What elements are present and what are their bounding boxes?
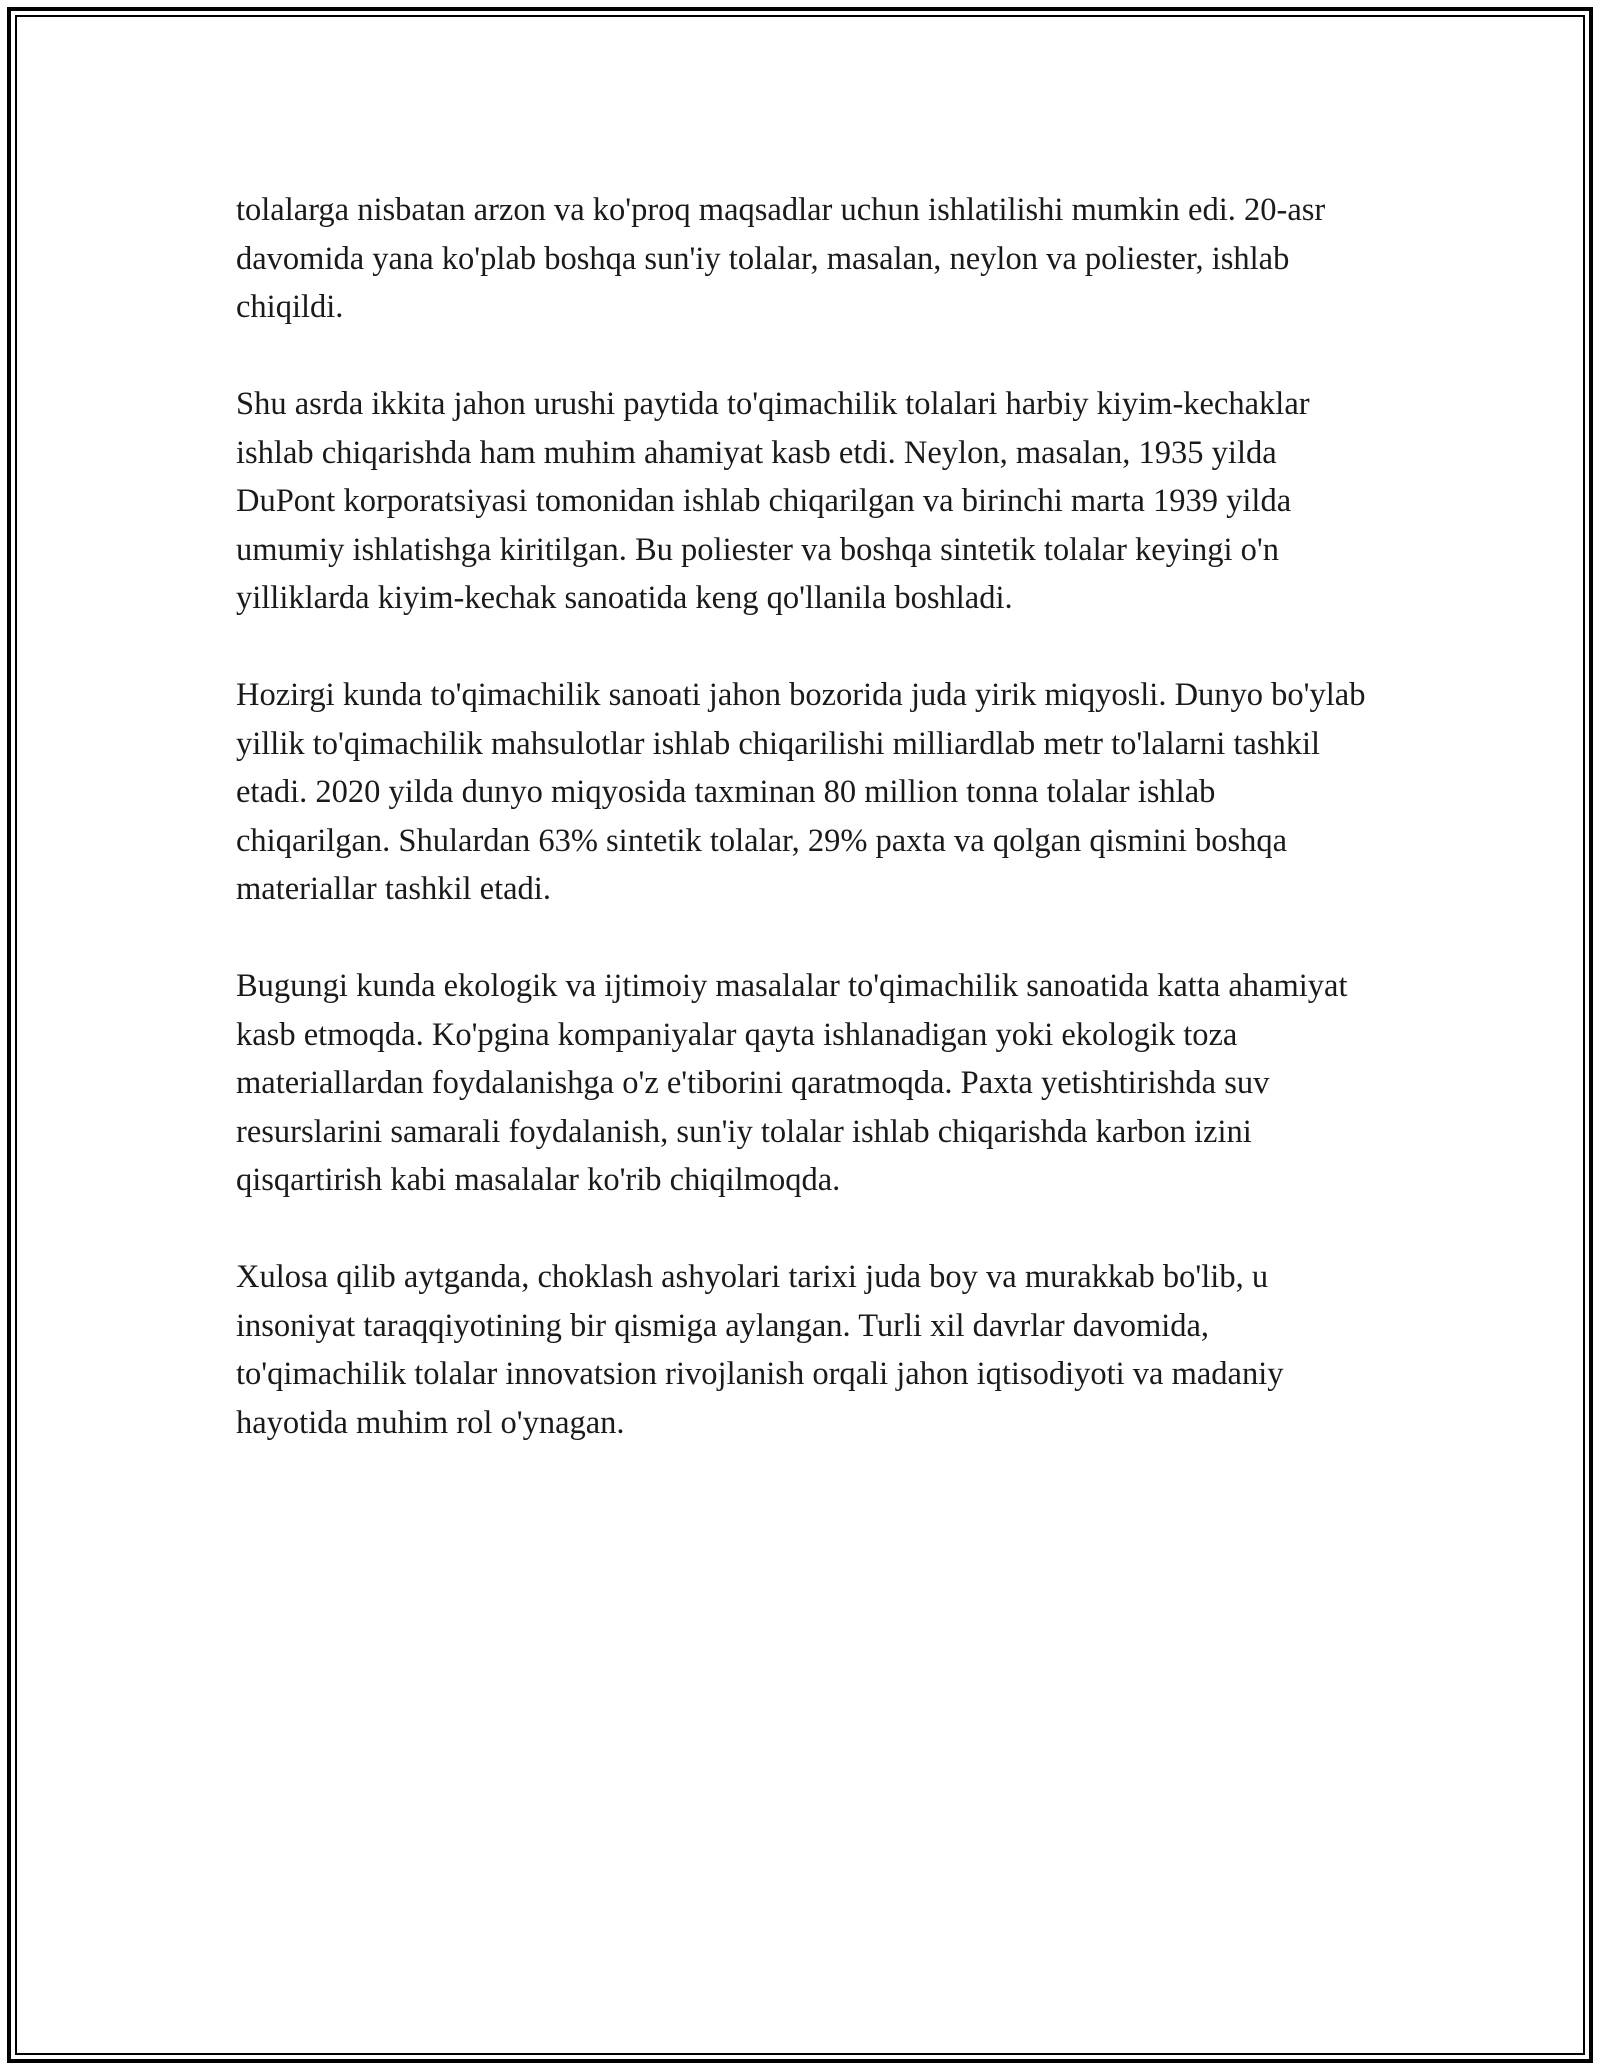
paragraph-4: Bugungi kunda ekologik va ijtimoiy masalalar to'qimachilik sanoatida katta ahamiyat kasb etmoqda. Ko'pgina kompaniyalar qayta ishlanadigan yoki ekologik toza materiallardan foydalanishga o'z e'tiborini qaratmoqda. Paxta yetishtirishda suv resurslarini samarali foydalanish, sun'iy tolalar ishlab chiqarishda karbon izini qisqartirish kabi masalalar ko'rib chiqilmoqda. — [236, 968, 1348, 1198]
document-body — [236, 186, 1376, 1447]
paragraph-3: Hozirgi kunda to'qimachilik sanoati jahon bozorida juda yirik miqyosli. Dunyo bo'ylab yillik to'qimachilik mahsulotlar ishlab chiqarilishi milliardlab metr to'lalarni tashkil etadi. 2020 yilda dunyo miqyosida taxminan 80 million tonna tolalar ishlab chiqarilgan. Shulardan 63% sintetik tolalar, 29% paxta va qolgan qismini boshqa materiallar tashkil etadi. — [236, 677, 1366, 907]
paragraph-2: Shu asrda ikkita jahon urushi paytida to'qimachilik tolalari harbiy kiyim-kechaklar ishlab chiqarishda ham muhim ahamiyat kasb etdi. Neylon, masalan, 1935 yilda DuPont korporatsiyasi tomonidan ishlab chiqarilgan va birinchi marta 1939 yilda umumiy ishlatishga kiritilgan. Bu poliester va boshqa sintetik tolalar keyingi o'n yilliklarda kiyim-kechak sanoatida keng qo'llanila boshladi. — [236, 386, 1310, 616]
paragraph-5: Xulosa qilib aytganda, choklash ashyolari tarixi juda boy va murakkab bo'lib, u insoniyat taraqqiyotining bir qismiga aylangan. Turli xil davrlar davomida, to'qimachilik tolalar innovatsion rivojlanish orqali jahon iqtisodiyoti va madaniy hayotida muhim rol o'ynagan. — [236, 1259, 1284, 1441]
paragraph-1: tolalarga nisbatan arzon va ko'proq maqsadlar uchun ishlatilishi mumkin edi. 20-asr davomida yana ko'plab boshqa sun'iy tolalar, masalan, neylon va poliester, ishlab chiqildi. — [236, 192, 1326, 325]
